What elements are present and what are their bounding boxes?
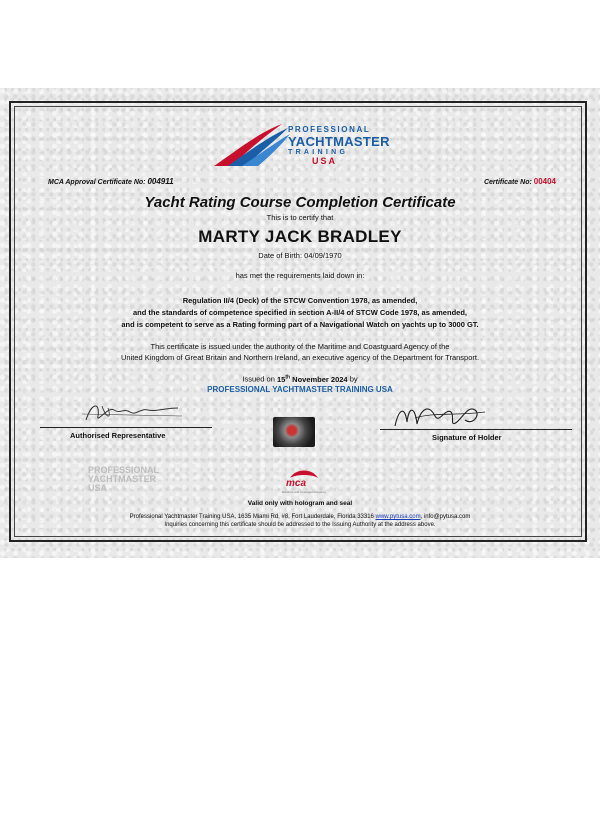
hologram-seal-icon [273, 417, 315, 447]
certificate-number [484, 177, 556, 186]
footer-email: , info@pytusa.com [420, 514, 471, 520]
pyt-logo-wordmark [288, 126, 390, 166]
issued-month-year: November 2024 [292, 374, 348, 384]
watermark-line-1: PROFESSIONAL [88, 465, 160, 475]
logo-line-yachtmaster: YACHTMASTER [288, 134, 390, 149]
mca-approval-number [48, 177, 174, 186]
logo-line-training: TRAINING [288, 149, 349, 156]
pyt-watermark-logo [88, 466, 159, 493]
certificate-value: 00404 [533, 177, 556, 186]
requirements-text: has met the requirements laid down in: [235, 271, 365, 280]
logo-line-professional: PROFESSIONAL [288, 125, 371, 134]
holder-name: MARTY JACK BRADLEY [198, 227, 402, 246]
signature-of-holder-label: Signature of Holder [432, 433, 502, 442]
regulation-line-2: and the standards of competence specified in section A-II/4 of STCW Code 1978, as amended, [133, 308, 467, 317]
watermark-line-2: YACHTMASTER [88, 474, 157, 484]
issued-day: 15 [276, 374, 286, 384]
representative-signature-line [40, 427, 212, 428]
holder-signature-line [380, 429, 572, 430]
certificate-title: Yacht Rating Course Completion Certificate [144, 194, 456, 211]
footer-inquiries: Inquiries concerning this certificate should be addressed to the Issuing Authority at the address above. [164, 522, 436, 528]
footer-website-link[interactable]: www.pytusa.com [375, 514, 421, 520]
approval-value: 004911 [147, 177, 174, 186]
mca-logo-text: mca [286, 478, 307, 489]
representative-signature-icon [78, 396, 188, 426]
logo-line-usa: USA [312, 156, 338, 166]
date-of-birth: Date of Birth: 04/09/1970 [258, 251, 342, 260]
footer-address-line [0, 513, 600, 521]
authorised-representative-label: Authorised Representative [70, 431, 166, 440]
certificate-label: Certificate No: [483, 179, 532, 186]
regulation-line-1: Regulation II/4 (Deck) of the STCW Convention 1978, as amended, [182, 296, 418, 305]
issued-by: by [349, 374, 358, 384]
watermark-line-3: USA [88, 483, 108, 493]
authority-line-1: This certificate is issued under the authority of the Maritime and Coastguard Agency of the [150, 342, 450, 351]
issued-suffix: th [285, 374, 291, 380]
issued-date [0, 374, 600, 384]
authority-line-2: United Kingdom of Great Britain and Northern Ireland, an executive agency of the Department for Transport. [120, 353, 480, 362]
approval-label: MCA Approval Certificate No: [48, 179, 146, 186]
footer-address: Professional Yachtmaster Training USA, 1635 Miami Rd, #8, Fort Lauderdale, Florida 33316 [129, 514, 374, 520]
regulation-line-3: and is competent to serve as a Rating forming part of a Navigational Watch on yachts up to 3000 GT. [121, 320, 479, 329]
issuer-name: PROFESSIONAL YACHTMASTER TRAINING USA [207, 385, 393, 394]
validity-text: Valid only with hologram and seal [247, 500, 353, 507]
mca-logo-subtext: Maritime and Coastguard Agency [281, 490, 327, 494]
issued-prefix: Issued on [242, 374, 275, 384]
certify-text: This is to certify that [266, 213, 334, 222]
